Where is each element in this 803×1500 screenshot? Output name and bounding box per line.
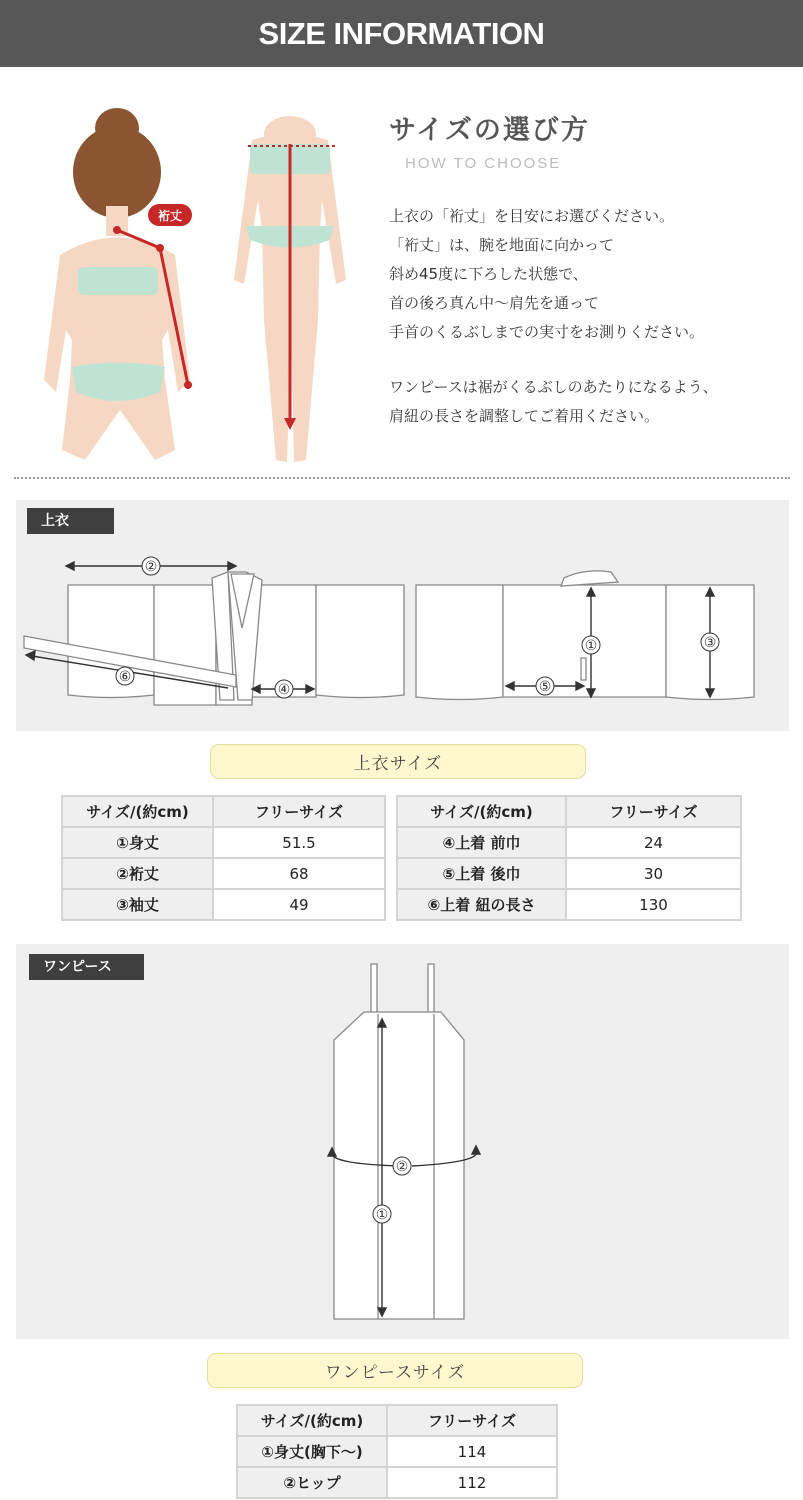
table-row (62, 889, 385, 920)
header-banner (0, 0, 803, 67)
guide-line: 手首のくるぶしまでの実寸をお測りください。 (389, 323, 705, 341)
marker-4: ④ (277, 682, 291, 698)
table-cell: ③袖丈 (62, 889, 213, 920)
table-cell: ②裄丈 (62, 858, 213, 889)
table-cell: ①身丈(胸下～) (237, 1436, 387, 1467)
table-row (397, 827, 741, 858)
jacket-size-table-right (396, 795, 742, 921)
table-cell: 24 (566, 827, 741, 858)
how-to-choose-text (389, 202, 799, 431)
table-header-cell: フリーサイズ (213, 796, 385, 827)
table-cell: 49 (213, 889, 385, 920)
table-row (237, 1436, 557, 1467)
dress-marker-1: ① (375, 1207, 389, 1223)
guide-line: 肩紐の長さを調整してご着用ください。 (389, 407, 660, 425)
dress-size-heading: ワンピースサイズ (207, 1353, 583, 1388)
marker-2: ② (144, 559, 158, 575)
dress-tag: ワンピース (29, 954, 144, 980)
table-cell: ①身丈 (62, 827, 213, 858)
marker-1: ① (584, 638, 598, 654)
table-cell: 51.5 (213, 827, 385, 858)
marker-6: ⑥ (118, 669, 132, 685)
table-cell: ②ヒップ (237, 1467, 387, 1498)
dress-size-table (236, 1404, 558, 1499)
table-header-cell: フリーサイズ (387, 1405, 557, 1436)
jacket-size-heading: 上衣サイズ (210, 744, 586, 779)
table-header-row (62, 796, 385, 827)
how-to-choose-subtitle: HOW TO CHOOSE (405, 155, 562, 172)
guide-line: 首の後ろ真ん中～肩先を通って (389, 294, 600, 312)
table-cell: ⑤上着 後巾 (397, 858, 566, 889)
table-cell: 68 (213, 858, 385, 889)
jacket-diagram (16, 500, 789, 731)
page-title: SIZE INFORMATION (258, 15, 545, 51)
dress-marker-2: ② (395, 1159, 409, 1175)
table-header-cell: サイズ/(約cm) (237, 1405, 387, 1436)
table-row (62, 827, 385, 858)
front-view-figure (234, 116, 346, 462)
marker-5: ⑤ (538, 679, 552, 695)
table-cell: ⑥上着 紐の長さ (397, 889, 566, 920)
guide-line: 上衣の「裄丈」を目安にお選びください。 (389, 207, 675, 225)
table-header-cell: サイズ/(約cm) (62, 796, 213, 827)
table-header-row (237, 1405, 557, 1436)
table-row (397, 889, 741, 920)
jacket-size-table-left (61, 795, 386, 921)
guide-line: ワンピースは裾がくるぶしのあたりになるよう、 (389, 378, 718, 396)
dress-diagram (16, 944, 789, 1339)
section-divider (14, 477, 790, 479)
table-header-cell: サイズ/(約cm) (397, 796, 566, 827)
table-cell: 114 (387, 1436, 557, 1467)
table-cell: 112 (387, 1467, 557, 1498)
jacket-tag: 上衣 (27, 508, 114, 534)
table-header-cell: フリーサイズ (566, 796, 741, 827)
table-cell: ④上着 前巾 (397, 827, 566, 858)
body-measurement-figure (0, 80, 380, 470)
table-cell: 130 (566, 889, 741, 920)
yuki-label: 裄丈 (157, 209, 183, 223)
marker-3: ③ (703, 635, 717, 651)
table-cell: 30 (566, 858, 741, 889)
guide-line: 「裄丈」は、腕を地面に向かって (389, 236, 615, 254)
table-row (237, 1467, 557, 1498)
table-row (397, 858, 741, 889)
table-row (62, 858, 385, 889)
how-to-choose-title: サイズの選び方 (389, 115, 590, 146)
table-header-row (397, 796, 741, 827)
guide-line: 斜め45度に下ろした状態で、 (389, 265, 588, 283)
